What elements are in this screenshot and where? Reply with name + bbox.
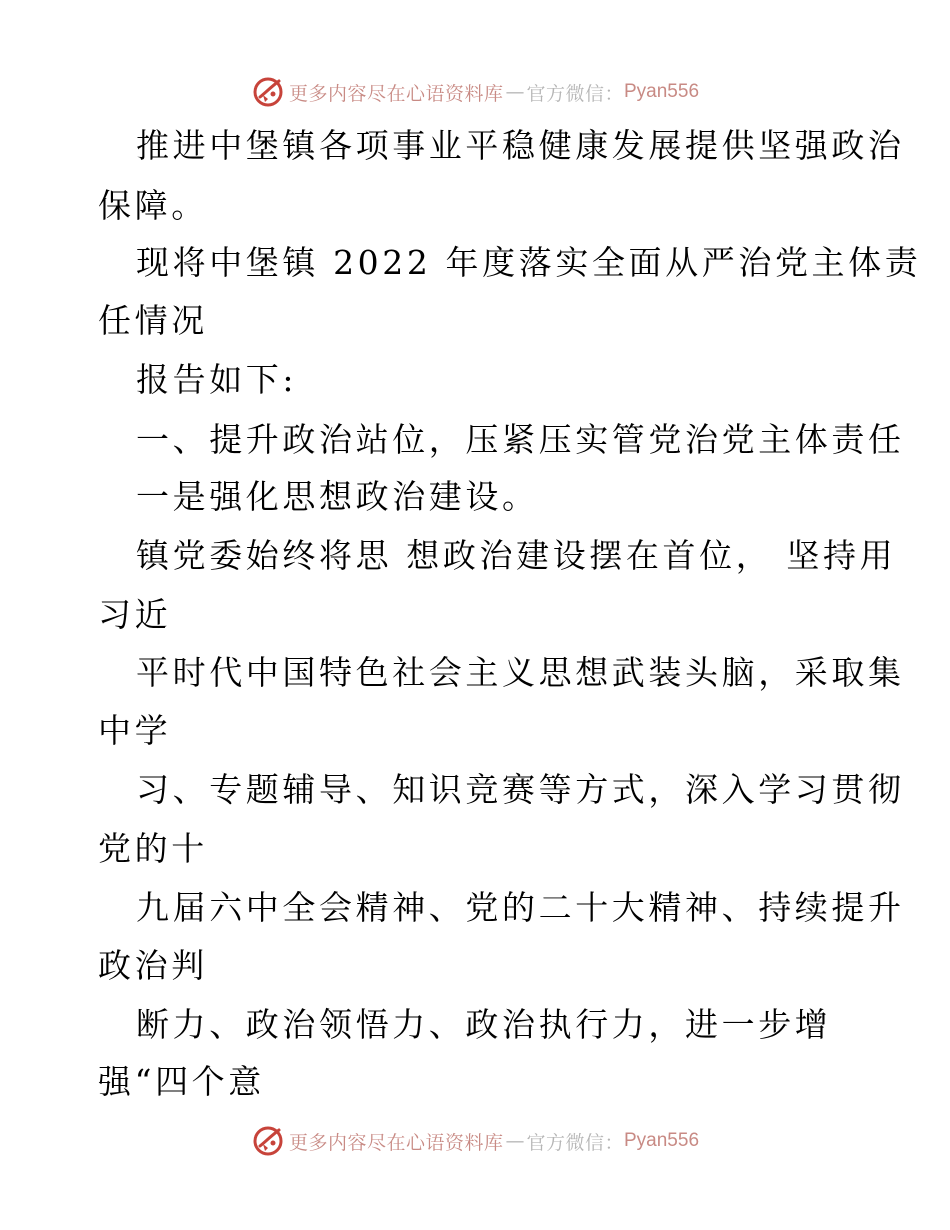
subsection-heading: 一是强化思想政治建设。 bbox=[136, 477, 539, 516]
header-watermark bbox=[0, 72, 950, 112]
watermark-brand-text: 更多内容尽在心语资料库 bbox=[288, 1131, 504, 1154]
watermark-separator: — bbox=[505, 1130, 525, 1152]
footer-watermark bbox=[0, 1121, 950, 1161]
text-line: 断力、政治领悟力、政治执行力，进一步增 bbox=[136, 1005, 832, 1044]
section-heading: 一、提升政治站位，压紧压实管党治党主体责任 bbox=[136, 420, 905, 459]
brush-circle-logo-icon bbox=[251, 1124, 285, 1158]
text-line: 九届六中全会精神、党的二十大精神、持续提升 bbox=[136, 888, 905, 927]
watermark-official-id: Pyan556 bbox=[624, 1130, 700, 1151]
text-line: 镇党委始终将思 想政治建设摆在首位， 坚持用 bbox=[136, 536, 897, 575]
text-line: 现将中堡镇 2022 年度落实全面从严治党主体责 bbox=[136, 243, 922, 282]
watermark-separator: — bbox=[505, 81, 525, 103]
text-line: 报告如下: bbox=[136, 360, 298, 399]
text-line: 保障。 bbox=[98, 186, 208, 225]
watermark-official-id: Pyan556 bbox=[624, 81, 700, 102]
watermark-official-label: 官方微信： bbox=[526, 1131, 624, 1154]
text-line: 党的十 bbox=[98, 829, 208, 868]
text-line: 任情况 bbox=[98, 301, 208, 340]
text-line: 平时代中国特色社会主义思想武装头脑，采取集 bbox=[136, 653, 905, 692]
text-line: 中学 bbox=[98, 711, 172, 750]
brush-circle-logo-icon bbox=[251, 75, 285, 109]
text-line: 习、专题辅导、知识竞赛等方式，深入学习贯彻 bbox=[136, 770, 905, 809]
watermark-brand-text: 更多内容尽在心语资料库 bbox=[288, 82, 504, 105]
text-line: 政治判 bbox=[98, 946, 208, 985]
text-line: 强“四个意 bbox=[98, 1062, 265, 1101]
text-line: 推进中堡镇各项事业平稳健康发展提供坚强政治 bbox=[136, 126, 905, 165]
text-line: 习近 bbox=[98, 595, 172, 634]
watermark-official-label: 官方微信： bbox=[526, 82, 624, 105]
